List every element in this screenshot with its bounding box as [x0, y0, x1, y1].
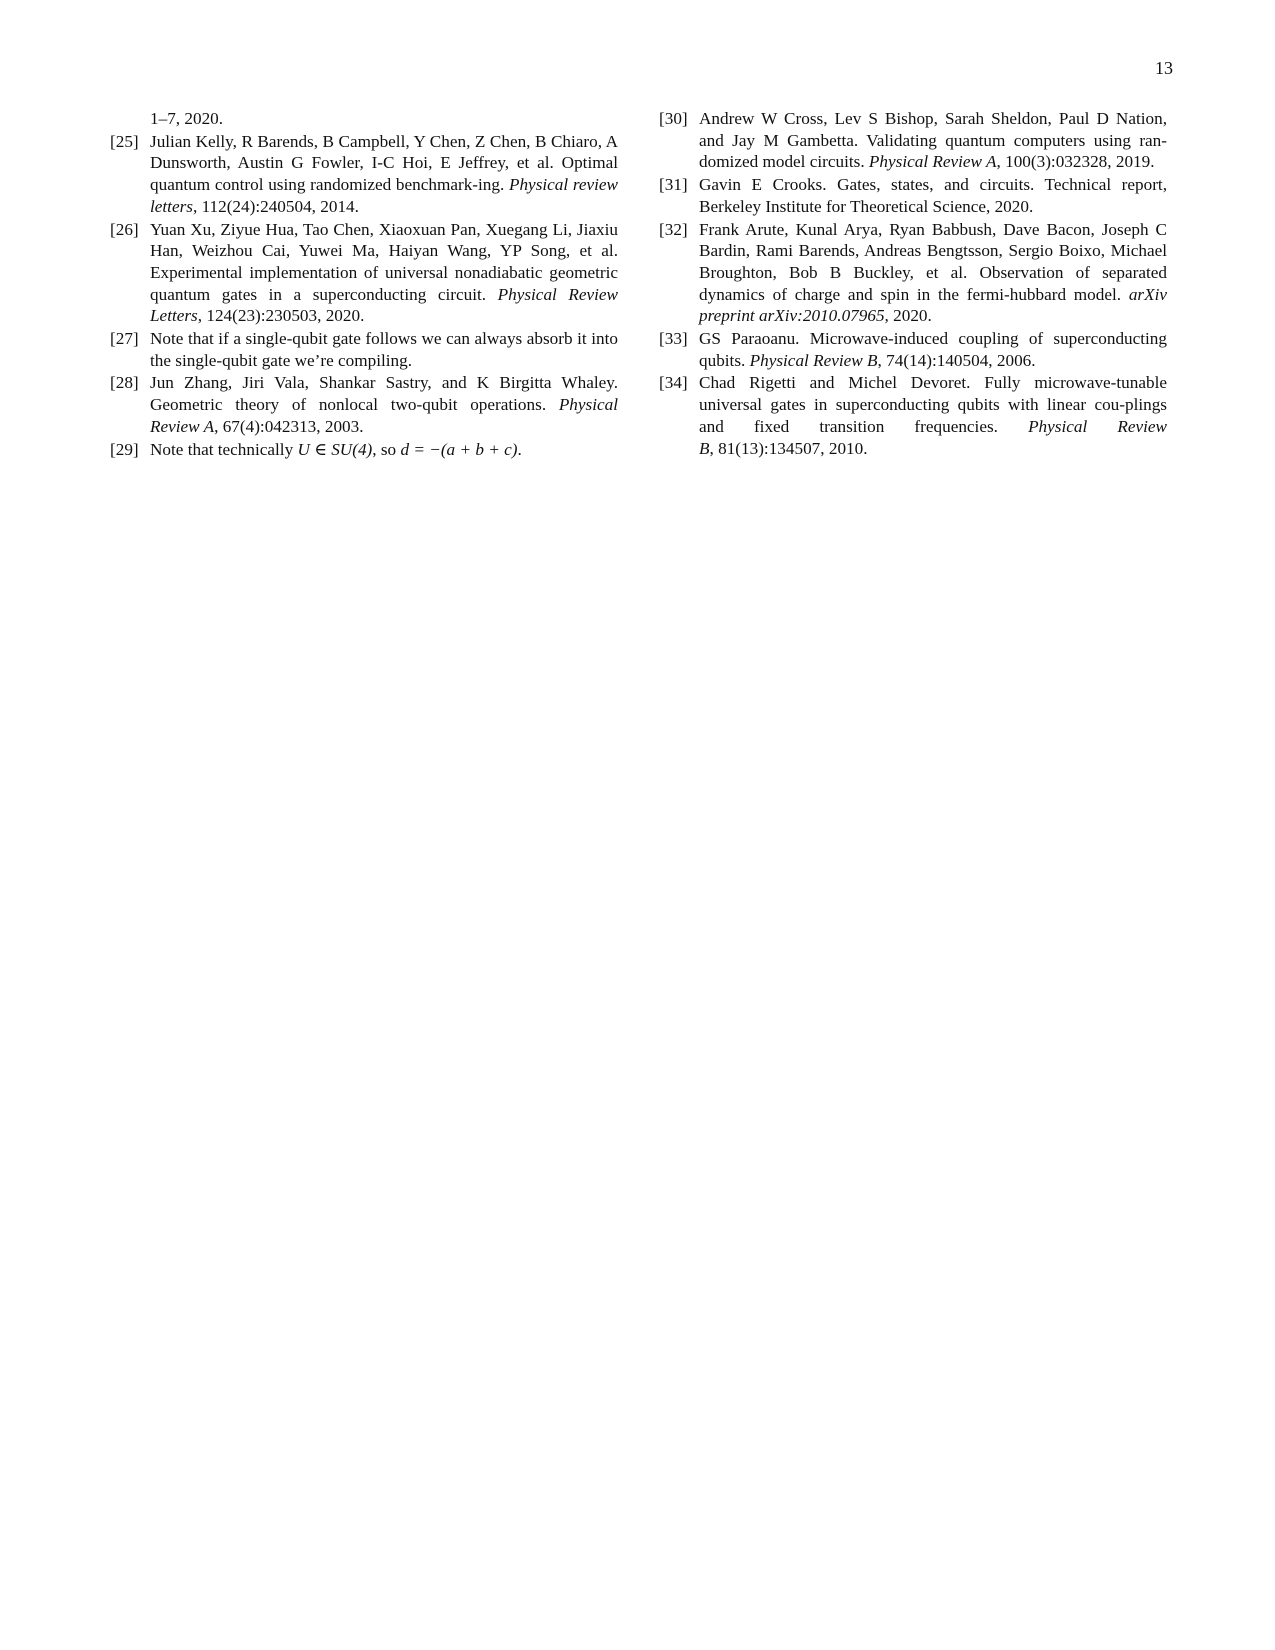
- reference-34: [659, 372, 1167, 459]
- reference-text: Gavin E Crooks. Gates, states, and circuits. Technical report, Berkeley Institute for Theoretical Science, 2020.: [699, 175, 1167, 216]
- reference-continuation: [110, 108, 618, 130]
- reference-details: , 2020.: [884, 306, 932, 326]
- reference-details: , 100(3):032328, 2019.: [996, 152, 1155, 172]
- reference-number: [33]: [659, 329, 688, 349]
- reference-text: [150, 219, 618, 328]
- math-expression-d: d = −(a + b + c): [400, 439, 518, 459]
- reference-number: [26]: [110, 219, 139, 239]
- reference-number: [28]: [110, 373, 139, 393]
- reference-venue: Physical Review A: [868, 152, 997, 172]
- reference-25: [110, 131, 618, 218]
- reference-authors-title: Yuan Xu, Ziyue Hua, Tao Chen, Xiaoxuan Pan, Xuegang Li, Jiaxiu Han, Weizhou Cai, Yuwei Ma, Haiyan Wang, YP Song, et al. Experimental implementation of universal nonadiabatic geometric quantum gates in a superconducting circuit.: [150, 219, 618, 304]
- reference-text: [150, 372, 618, 437]
- reference-authors-title: Jun Zhang, Jiri Vala, Shankar Sastry, and K Birgitta Whaley. Geometric theory of nonlocal two-qubit operations.: [150, 373, 618, 415]
- reference-venue: Physical Review Letters: [150, 284, 618, 326]
- reference-33: [659, 328, 1167, 371]
- reference-text: [150, 439, 618, 461]
- reference-details: , 81(13):134507, 2010.: [709, 438, 868, 458]
- reference-text: Note that if a single-qubit gate follows we can always absorb it into the single-qubit gate we’re compiling.: [150, 329, 618, 370]
- reference-26: [110, 219, 618, 328]
- reference-32: [659, 219, 1167, 328]
- reference-details: , 124(23):230503, 2020.: [197, 306, 365, 326]
- reference-number: [31]: [659, 175, 688, 195]
- reference-authors-title: Julian Kelly, R Barends, B Campbell, Y Chen, Z Chen, B Chiaro, A Dunsworth, Austin G Fowler, I-C Hoi, E Jeffrey, et al. Optimal quantum control using randomized benchmark-ing.: [150, 131, 618, 195]
- reference-venue: Physical Review A: [150, 395, 618, 436]
- reference-text-before: Note that technically: [150, 439, 298, 459]
- reference-27: [110, 328, 618, 371]
- page-number: 13: [1155, 58, 1173, 78]
- reference-text: [699, 108, 1167, 173]
- reference-details: , 74(14):140504, 2006.: [877, 350, 1036, 370]
- reference-continuation-text: 1–7, 2020.: [150, 109, 224, 128]
- reference-authors-title: Frank Arute, Kunal Arya, Ryan Babbush, Dave Bacon, Joseph C Bardin, Rami Barends, Andreas Bengtsson, Sergio Boixo, Michael Broughton, Bob B Buckley, et al. Observation of separated dynamics of charge and spin in the fermi-hubbard model.: [699, 219, 1167, 304]
- reference-text: [150, 131, 618, 218]
- reference-details: , 112(24):240504, 2014.: [192, 196, 359, 216]
- reference-venue: Physical Review B: [699, 416, 1167, 458]
- reference-authors-title: Chad Rigetti and Michel Devoret. Fully microwave-tunable universal gates in superconducting qubits with linear cou-plings and fixed transition frequencies.: [699, 373, 1167, 436]
- references-left-column: [110, 108, 618, 461]
- reference-number: [32]: [659, 219, 688, 239]
- reference-number: [25]: [110, 131, 139, 151]
- reference-number: [29]: [110, 439, 139, 459]
- reference-text: [699, 219, 1167, 328]
- reference-number: [34]: [659, 373, 688, 393]
- reference-text: [699, 372, 1167, 459]
- reference-venue: arXiv preprint arXiv:2010.07965: [699, 284, 1168, 326]
- reference-text-middle: , so: [372, 439, 401, 459]
- reference-30: [659, 108, 1167, 173]
- reference-details: , 67(4):042313, 2003.: [214, 416, 364, 436]
- references-right-column: [659, 108, 1167, 460]
- math-expression-unitary: U ∈ SU(4): [297, 439, 373, 459]
- reference-authors-title: GS Paraoanu. Microwave-induced coupling of superconducting qubits.: [699, 329, 1167, 370]
- reference-number: [30]: [659, 109, 688, 128]
- reference-venue: Physical review letters: [150, 175, 619, 216]
- reference-number: [27]: [110, 329, 139, 349]
- reference-authors-title: Andrew W Cross, Lev S Bishop, Sarah Sheldon, Paul D Nation, and Jay M Gambetta. Validating quantum computers using ran-domized model circuits.: [699, 109, 1167, 172]
- reference-29: [110, 439, 618, 461]
- reference-31: [659, 174, 1167, 217]
- reference-venue: Physical Review B: [749, 350, 878, 370]
- reference-28: [110, 372, 618, 437]
- reference-text-after: .: [517, 439, 522, 459]
- reference-text: [699, 328, 1167, 371]
